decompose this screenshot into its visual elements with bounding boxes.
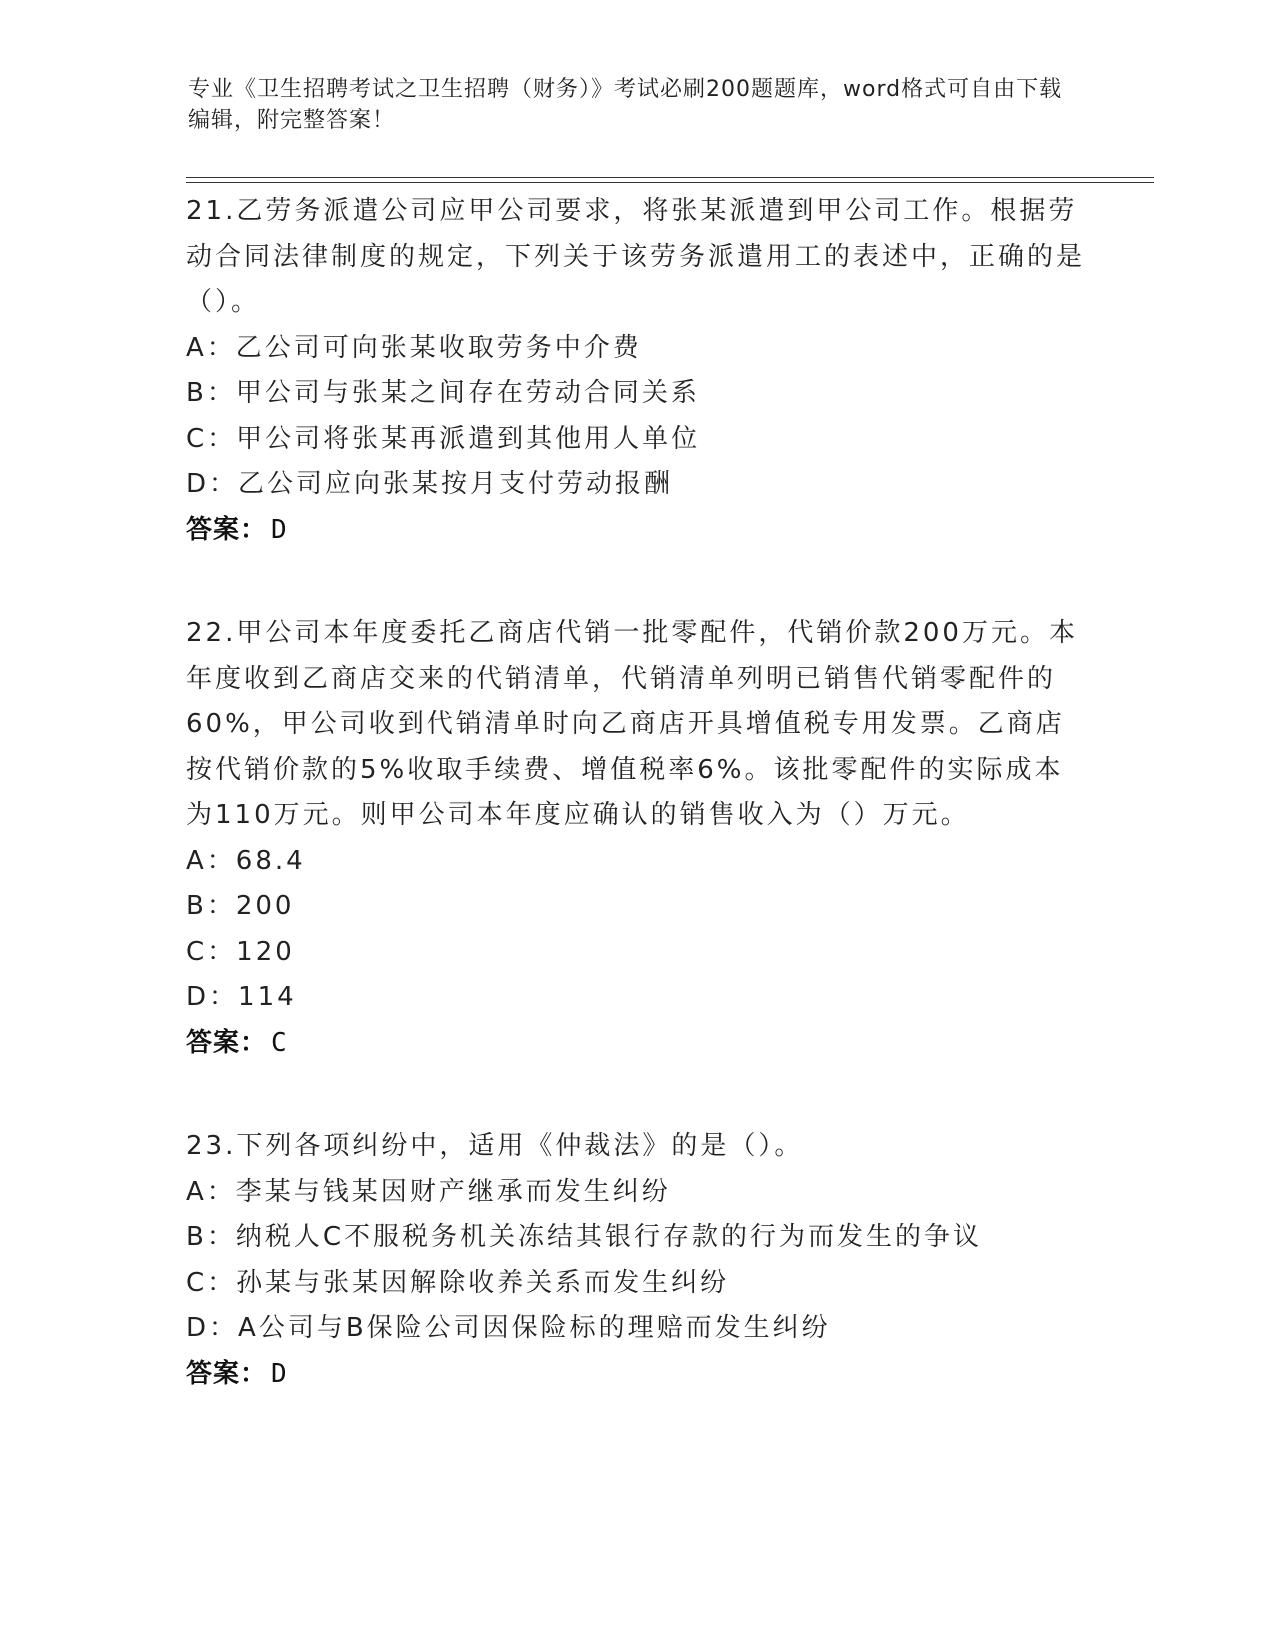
option-c (186, 1261, 1086, 1307)
answer-value: D (271, 514, 288, 545)
option-letter: D： (186, 1313, 239, 1343)
answer-label: 答案： (186, 514, 268, 545)
option-letter: B： (186, 378, 236, 408)
option-text: 甲公司将张某再派遣到其他用人单位 (236, 423, 701, 454)
option-text: 120 (236, 936, 295, 967)
option-text: 乙公司应向张某按月支付劳动报酬 (238, 469, 674, 499)
option-text: 200 (235, 891, 295, 921)
document-header: 专业《卫生招聘考试之卫生招聘（财务）》考试必刷200题题库，word格式可自由下载编辑，附完整答案！ (188, 77, 1063, 133)
option-text: 68.4 (235, 845, 306, 876)
option-text: A公司与B保险公司因保险标的理赔而发生纠纷 (238, 1313, 831, 1343)
option-d (186, 975, 1086, 1021)
option-text: 甲公司与张某之间存在劳动合同关系 (235, 378, 700, 408)
option-letter: A： (186, 332, 236, 363)
option-text: 乙公司可向张某收取劳务中介费 (235, 332, 642, 363)
option-a (186, 326, 1086, 372)
option-a (186, 839, 1086, 885)
option-letter: D： (186, 469, 239, 499)
option-b (186, 884, 1086, 930)
option-b (186, 371, 1086, 417)
option-letter: C： (186, 936, 237, 967)
answer-label: 答案： (186, 1358, 268, 1389)
header-divider-bottom (186, 182, 1154, 183)
question-stem: 23.下列各项纠纷中，适用《仲裁法》的是（）。 (186, 1131, 804, 1161)
answer-line (186, 1352, 1086, 1398)
answer-value: D (271, 1358, 288, 1389)
option-letter: D： (186, 982, 239, 1012)
option-text: 纳税人C不服税务机关冻结其银行存款的行为而发生的争议 (235, 1222, 982, 1252)
answer-line (186, 508, 1086, 554)
answer-line (186, 1021, 1086, 1067)
option-letter: C： (186, 1267, 237, 1298)
question-21 (186, 189, 1086, 553)
option-letter: C： (186, 423, 237, 454)
answer-value: C (271, 1027, 288, 1058)
question-list (186, 189, 1086, 1455)
option-text: 李某与钱某因财产继承而发生纠纷 (235, 1176, 671, 1207)
header-divider-top (186, 177, 1154, 178)
question-stem: 22.甲公司本年度委托乙商店代销一批零配件，代销价款200万元。本年度收到乙商店交来的代销清单，代销清单列明已销售代销零配件的60%，甲公司收到代销清单时向乙商店开具增值税专用发票。乙商店按代销价款的5%收取手续费、增值税率6%。该批零配件的实际成本为110万元。则甲公司本年度应确认的销售收入为（）万元。 (186, 618, 1078, 830)
question-23 (186, 1124, 1086, 1397)
question-stem: 21.乙劳务派遣公司应甲公司要求，将张某派遣到甲公司工作。根据劳动合同法律制度的规定，下列关于该劳务派遣用工的表述中，正确的是（）。 (186, 196, 1086, 317)
option-c (186, 417, 1086, 463)
option-letter: B： (186, 1222, 236, 1252)
option-d (186, 1306, 1086, 1352)
option-letter: A： (186, 1176, 236, 1207)
option-letter: A： (186, 845, 236, 876)
option-b (186, 1215, 1086, 1261)
option-c (186, 930, 1086, 976)
option-letter: B： (186, 891, 236, 921)
option-text: 114 (238, 982, 297, 1012)
option-a (186, 1170, 1086, 1216)
option-text: 孙某与张某因解除收养关系而发生纠纷 (236, 1267, 730, 1298)
option-d (186, 462, 1086, 508)
answer-label: 答案： (186, 1027, 268, 1058)
question-22 (186, 611, 1086, 1066)
